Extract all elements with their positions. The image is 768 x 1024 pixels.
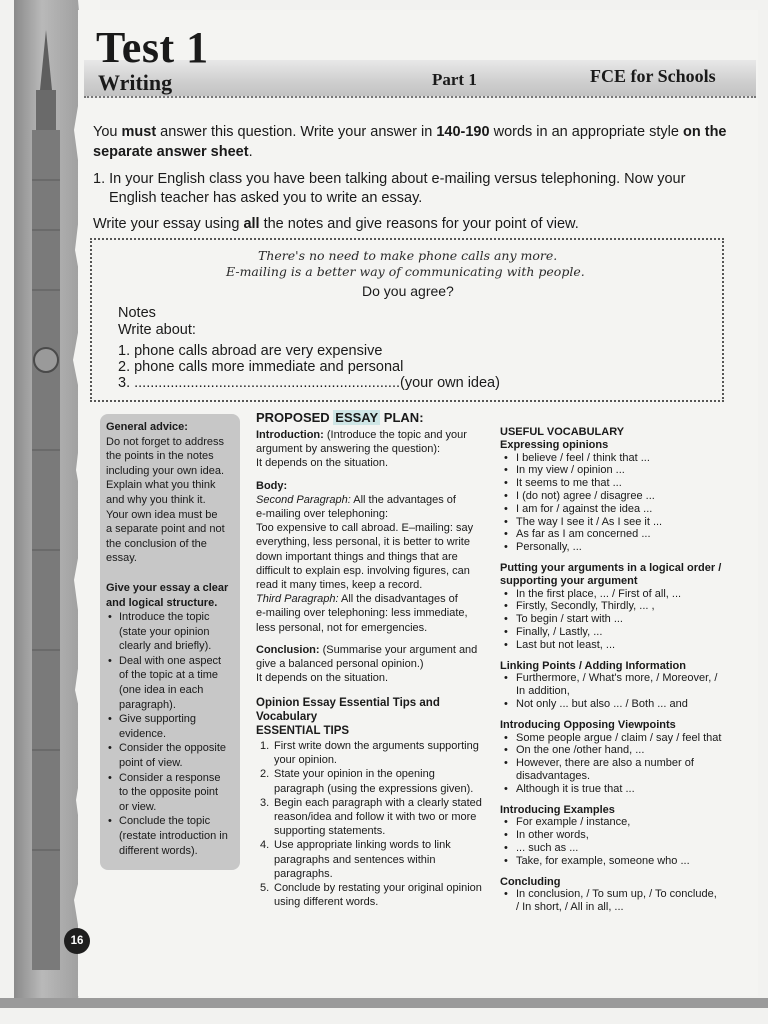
list-item: • I believe / feel / think that ... [500,452,760,465]
list-item: • Give supporting evidence. [106,712,238,741]
list-item: • ... such as ... [500,842,760,855]
structure-heading: Give your essay a clear and logical structure. [106,582,229,609]
list-item: • Deal with one aspect of the topic at a time (one idea in each paragraph). [106,654,238,712]
list-item: • Firstly, Secondly, Thirdly, ... , [500,600,760,613]
opposing-list [500,732,760,796]
useful-vocabulary: USEFUL VOCABULARY Expressing opinions • I believe / feel / think that ... • In my view / opinion ... • It seems to me that ... • I (do not) agree / disagree ... • I am for / against the idea ... • The way I see it / As I see it ... • As far as I am concerned ... • Personally, ... Putting your arguments in a logical order / supporting your argument • In the first place, ... / First of all, ... • Firstly, Secondly, Thirdly, ... , • To begin / start with ... • Finally, / Lastly, ... • Last but not least, ... Linking Points / Adding Information • Furthermore, / What's more, / Moreover, / In addition, • Not only ... but also ... / Both ... and Introducing Opposing Viewpoints • Some people argue / claim / say / feel that • On the one /other hand, ... • However, there are also a number of disadvantages. • Although it is true that ... Introducing Examples • For example / instance, • In other words, • ... such as ... • Take, for example, someone who ... Concluding • In conclusion, / To sum up, / To conclude, / In short, / All in all, ... [500,426,760,914]
question-1: 1. In your English class you have been talking about e-mailing versus telephoning. Now your English teacher has asked you to write an essay. [93,171,686,206]
note-item: 1. phone calls abroad are very expensive [118,343,383,359]
list-item: • I am for / against the idea ... [500,503,760,516]
write-about-label: Write about: [118,322,196,338]
concluding-list [500,888,760,914]
list-item: • In conclusion, / To sum up, / To conclude, / In short, / All in all, ... [500,888,760,914]
list-item: • Consider the opposite point of view. [106,741,238,770]
list-item: • Some people argue / claim / say / feel that [500,732,760,745]
page-number: 16 [64,928,90,954]
opinions-list [500,452,760,554]
essay-plan-title: PROPOSED ESSAY PLAN: [256,410,424,425]
list-item: • Take, for example, someone who ... [500,855,760,868]
list-item: • I (do not) agree / disagree ... [500,490,760,503]
notes-label: Notes [118,305,156,321]
list-item: 5. Conclude by restating your original opinion using different words. [260,882,482,909]
examples-list [500,816,760,867]
list-item: • As far as I am concerned ... [500,528,760,541]
list-item: • However, there are also a number of disadvantages. [500,757,760,783]
note-item: 2. phone calls more immediate and personal [118,359,404,375]
list-item: • In other words, [500,829,760,842]
list-item: • Conclude the topic (restate introduction in different words). [106,814,238,858]
list-item: • In my view / opinion ... [500,464,760,477]
section-label: Writing [98,70,173,95]
list-item: • To begin / start with ... [500,613,760,626]
list-item: • The way I see it / As I see it ... [500,516,760,529]
test-title: Test 1 [96,23,209,72]
essay-plan: Introduction: (Introduce the topic and your argument by answering the question): It depends on the situation. Body: Second Paragraph: All the advantages of e-mailing over telephoning: Too expensive to call abroad. E–mailing: say everything, less personal, it is better to write down important things and things that are difficult to explain esp. involving figures, can read it many times, keep a record. Third Paragraph: All the disadvantages of e-mailing over telephoning: less immediate, less personal, not for emergencies. Conclusion: (Summarise your argument and give a balanced personal opinion.) It depends on the situation. [256,429,478,685]
general-advice: General advice: Do not forget to address the points in the notes including your own idea. Explain what you think and why you think it. Your own idea must be a separate point and not the conclusion of the essay. [106,421,225,565]
essential-tips-list [256,739,492,909]
note-item: 3. ..................................................................(your own idea) [118,375,500,391]
list-item: 4. Use appropriate linking words to link paragraphs and sentences within paragraphs. [260,839,451,880]
list-item: • It seems to me that ... [500,477,760,490]
part-label: Part 1 [432,70,477,89]
instructions: You must answer this question. Write your answer in 140-190 words in an appropriate style on the separate answer sheet. [93,124,727,160]
list-item: • On the one /other hand, ... [500,744,760,757]
list-item: • Introduce the topic (state your opinion clearly and briefly). [106,610,238,654]
statement-1: There's no need to make phone calls any more. [258,248,558,263]
write-instruction: Write your essay using all the notes and give reasons for your point of view. [93,216,579,232]
structure-list [106,610,238,858]
question-agree: Do you agree? [362,283,454,299]
list-item: 2. State your opinion in the opening paragraph (using the expressions given). [260,768,474,795]
bottom-bar [0,998,768,1008]
tips-heading: Opinion Essay Essential Tips and Vocabulary ESSENTIAL TIPS [256,697,440,738]
order-list [500,588,760,652]
list-item: • Consider a response to the opposite point or view. [106,771,238,815]
list-item: • For example / instance, [500,816,760,829]
list-item: • Personally, ... [500,541,760,554]
list-item: 3. Begin each paragraph with a clearly stated reason/idea and follow it with two or more supporting statements. [260,796,482,838]
exam-label: FCE for Schools [590,66,716,86]
list-item: • In the first place, ... / First of all, ... [500,588,760,601]
list-item: • Finally, / Lastly, ... [500,626,760,639]
statement-2: E-mailing is a better way of communicating with people. [226,264,585,279]
list-item: • Furthermore, / What's more, / Moreover, / In addition, [500,672,760,698]
list-item: • Although it is true that ... [500,783,760,796]
list-item: • Last but not least, ... [500,639,760,652]
linking-list [500,672,760,710]
list-item: • Not only ... but also ... / Both ... and [500,698,760,711]
list-item: 1. First write down the arguments supporting your opinion. [260,740,479,767]
